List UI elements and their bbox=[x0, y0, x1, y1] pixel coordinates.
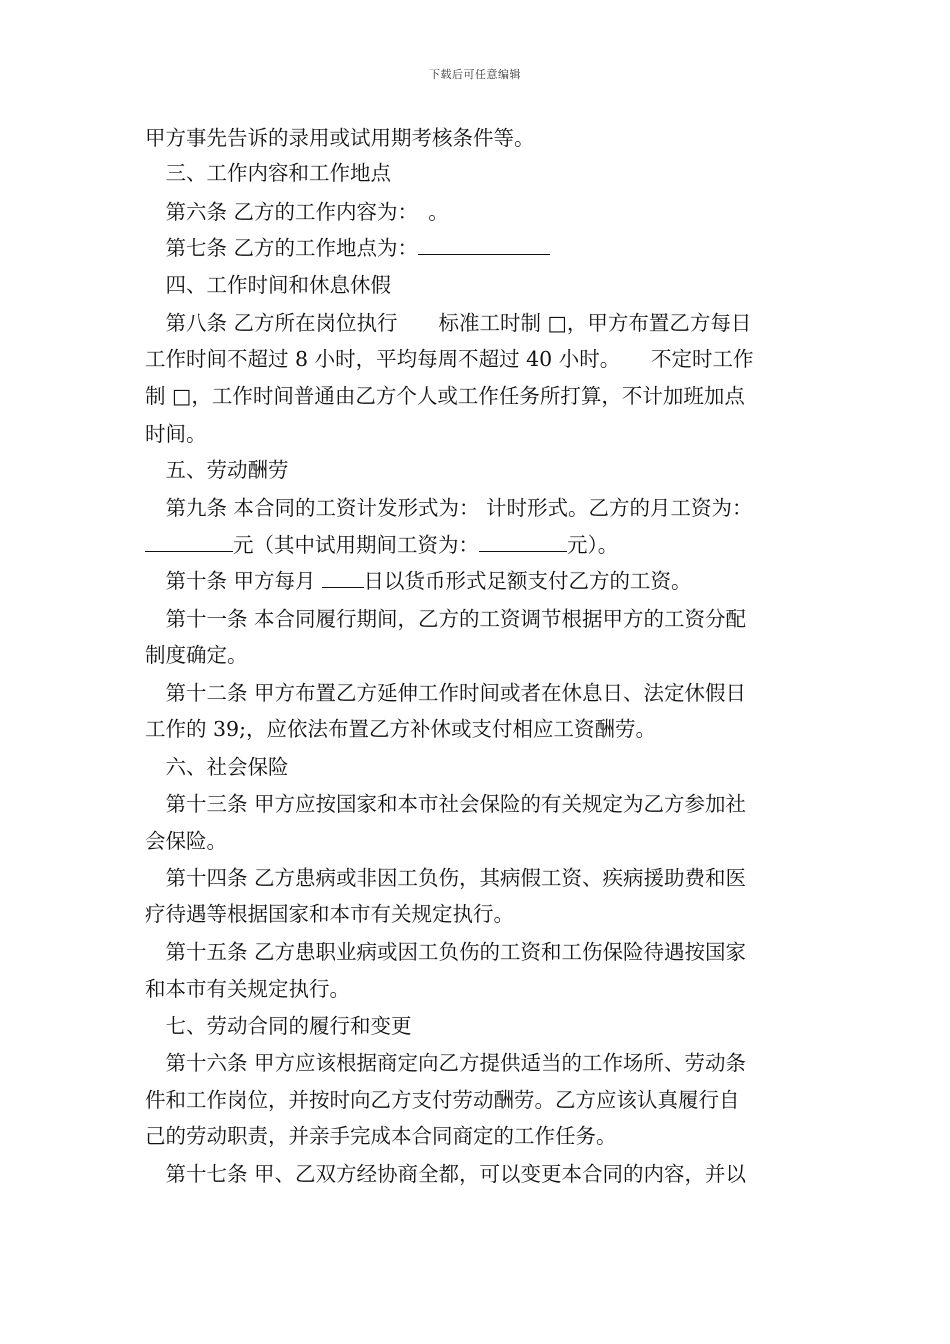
fill-in-blank bbox=[418, 234, 550, 255]
section-heading: 六、社会保险 bbox=[145, 755, 289, 779]
text-line: 第十七条 甲、乙双方经协商全都，可以变更本合同的内容，并以 bbox=[145, 1162, 747, 1186]
text-line: 疗待遇等根据国家和本市有关规定执行。 bbox=[145, 902, 514, 926]
fill-in-blank bbox=[145, 531, 233, 552]
text-line: 甲方事先告诉的录用或试用期考核条件等。 bbox=[145, 126, 535, 150]
text-line: 工作时间不超过 8 小时，平均每周不超过 40 小时。 不定时工作 bbox=[145, 347, 754, 371]
text-line: 件和工作岗位，并按时向乙方支付劳动酬劳。乙方应该认真履行自 bbox=[145, 1088, 740, 1112]
text-line: 第十一条 本合同履行期间，乙方的工资调节根据甲方的工资分配 bbox=[145, 607, 747, 631]
text-line: 会保险。 bbox=[145, 829, 227, 853]
text-line: 第十五条 乙方患职业病或因工负伤的工资和工伤保险待遇按国家 bbox=[145, 940, 747, 964]
text-line: 第十四条 乙方患病或非因工负伤，其病假工资、疾病援助费和医 bbox=[145, 866, 747, 890]
text-line: 第六条 乙方的工作内容为： 。 bbox=[145, 200, 449, 224]
section-heading: 三、工作内容和工作地点 bbox=[145, 161, 391, 185]
line-text: 日以货币形式足额支付乙方的工资。 bbox=[363, 569, 692, 593]
section-heading: 七、劳动合同的履行和变更 bbox=[145, 1014, 412, 1038]
text-line: 工作的 39;，应依法布置乙方补休或支付相应工资酬劳。 bbox=[145, 717, 657, 741]
text-line: 制度确定。 bbox=[145, 643, 248, 667]
section-heading: 四、工作时间和休息休假 bbox=[145, 273, 391, 297]
fill-in-blank bbox=[322, 567, 364, 588]
text-line bbox=[145, 234, 815, 262]
line-text: 第十条 甲方每月 bbox=[145, 569, 316, 593]
text-line bbox=[145, 567, 815, 595]
line-text: 元）。 bbox=[567, 533, 619, 557]
text-line: 时间。 bbox=[145, 422, 207, 446]
line-text: 元（其中试用期间工资为： bbox=[233, 533, 479, 557]
page-header: 下载后可任意编辑 bbox=[429, 68, 521, 81]
line-text: 第七条 乙方的工作地点为： bbox=[145, 236, 419, 260]
section-heading: 五、劳动酬劳 bbox=[145, 458, 289, 482]
text-line: 第九条 本合同的工资计发形式为： 计时形式。乙方的月工资为： bbox=[145, 496, 753, 520]
text-line: 第十二条 甲方布置乙方延伸工作时间或者在休息日、法定休假日 bbox=[145, 681, 747, 705]
text-line: 第十三条 甲方应按国家和本市社会保险的有关规定为乙方参加社 bbox=[145, 792, 747, 816]
text-line: 制 □，工作时间普通由乙方个人或工作任务所打算，不计加班加点 bbox=[145, 384, 745, 408]
text-line: 第八条 乙方所在岗位执行 标准工时制 □，甲方布置乙方每日 bbox=[145, 311, 752, 335]
text-line bbox=[145, 531, 815, 559]
text-line: 第十六条 甲方应该根据商定向乙方提供适当的工作场所、劳动条 bbox=[145, 1051, 747, 1075]
text-line: 己的劳动职责，并亲手完成本合同商定的工作任务。 bbox=[145, 1124, 617, 1148]
text-line: 和本市有关规定执行。 bbox=[145, 977, 350, 1001]
fill-in-blank bbox=[479, 531, 567, 552]
